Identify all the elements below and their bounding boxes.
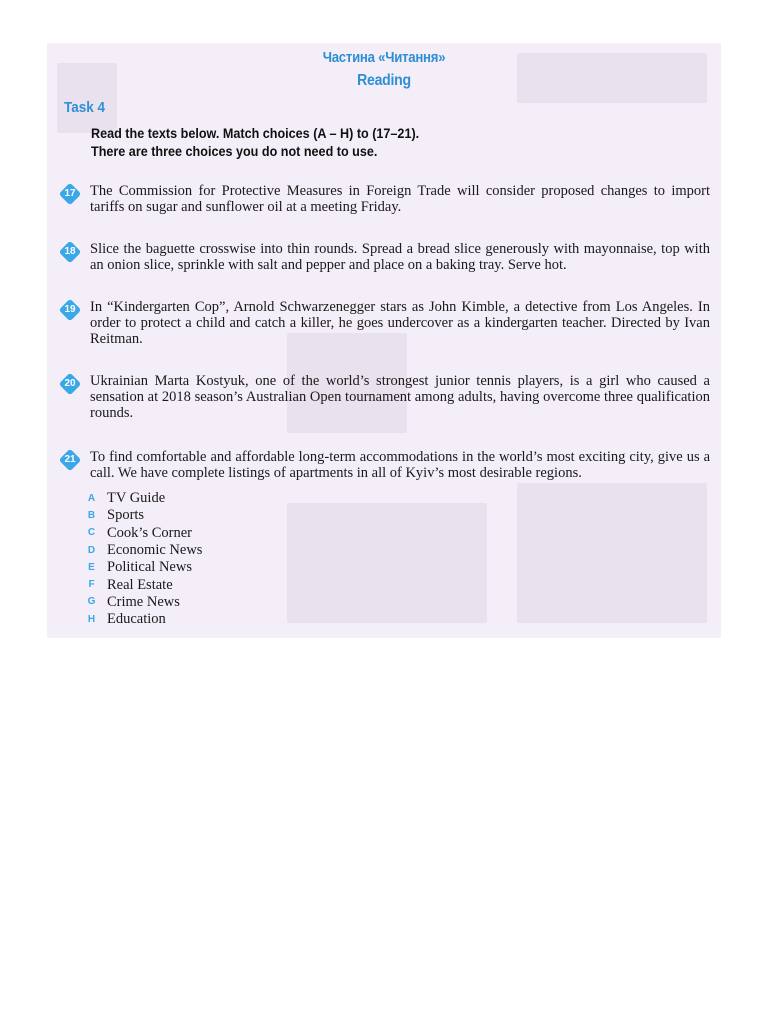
item-text: To find comfortable and affordable long-term accommodations in the world’s most exciting city, give us a call. We have complete listings of apartments in all of Kyiv’s most desirable regions. [90,449,710,481]
item-number: 19 [64,304,76,315]
choice-h [87,611,202,628]
bleed-through-shape [517,483,707,623]
item-number-badge [59,241,81,263]
choice-label: Sports [107,507,145,524]
choice-letter: E [88,561,95,573]
item-number-badge [59,299,81,321]
choice-label: Political News [107,559,192,576]
item-text: Slice the baguette crosswise into thin rounds. Spread a bread slice generously with mayonnaise, top with an onion slice, sprinkle with salt and pepper and place on a baking tray. Serve hot. [90,241,710,273]
choice-letter: C [87,527,96,539]
task-label: Task 4 [64,99,106,116]
scanned-page [47,43,721,638]
item-number: 21 [64,454,76,465]
item-text: The Commission for Protective Measures in Foreign Trade will consider proposed changes to import tariffs on sugar and sunflower oil at a meeting Friday. [90,183,710,215]
choice-label: TV Guide [107,490,166,507]
bleed-through-shape [287,503,487,623]
choice-label: Economic News [107,542,203,559]
choice-label: Crime News [107,593,180,610]
item-number: 20 [64,378,76,389]
part-title: Частина «Читання» [322,49,446,66]
task-instruction-line-1: Read the texts below. Match choices (A – H) to (17–21). [91,125,420,141]
choice-b [87,507,202,524]
item-text: In “Kindergarten Cop”, Arnold Schwarzenegger stars as John Kimble, a detective from Los Angeles. In order to protect a child and catch a killer, he goes undercover as a kindergarten teacher. Directed by Ivan Reitman. [90,299,710,347]
choice-e [87,559,202,576]
choice-letter: A [87,492,96,504]
choice-a [87,490,202,507]
choice-label: Real Estate [107,576,173,593]
item-number: 18 [64,246,76,257]
choice-d [87,542,202,559]
item-number-badge [59,183,81,205]
item-number-badge [59,449,81,471]
item-text: Ukrainian Marta Kostyuk, one of the world’s strongest junior tennis players, is a girl who caused a sensation at 2018 season’s Australian Open tournament among adults, having overcome three qualification rounds. [90,373,710,421]
choice-g [87,594,202,611]
reading-subtitle: Reading [357,72,411,89]
task-instruction-line-2: There are three choices you do not need to use. [91,143,378,159]
item-number-badge [59,373,81,395]
choice-letter: B [87,509,96,521]
choice-label: Cook’s Corner [107,524,192,541]
choice-f [87,576,202,593]
choice-label: Education [107,611,166,628]
choices-list [87,490,202,628]
choice-letter: F [88,579,95,591]
item-number: 17 [64,188,76,199]
choice-letter: G [87,596,96,608]
choice-c [87,525,202,542]
choice-letter: H [87,613,96,625]
choice-letter: D [87,544,96,556]
